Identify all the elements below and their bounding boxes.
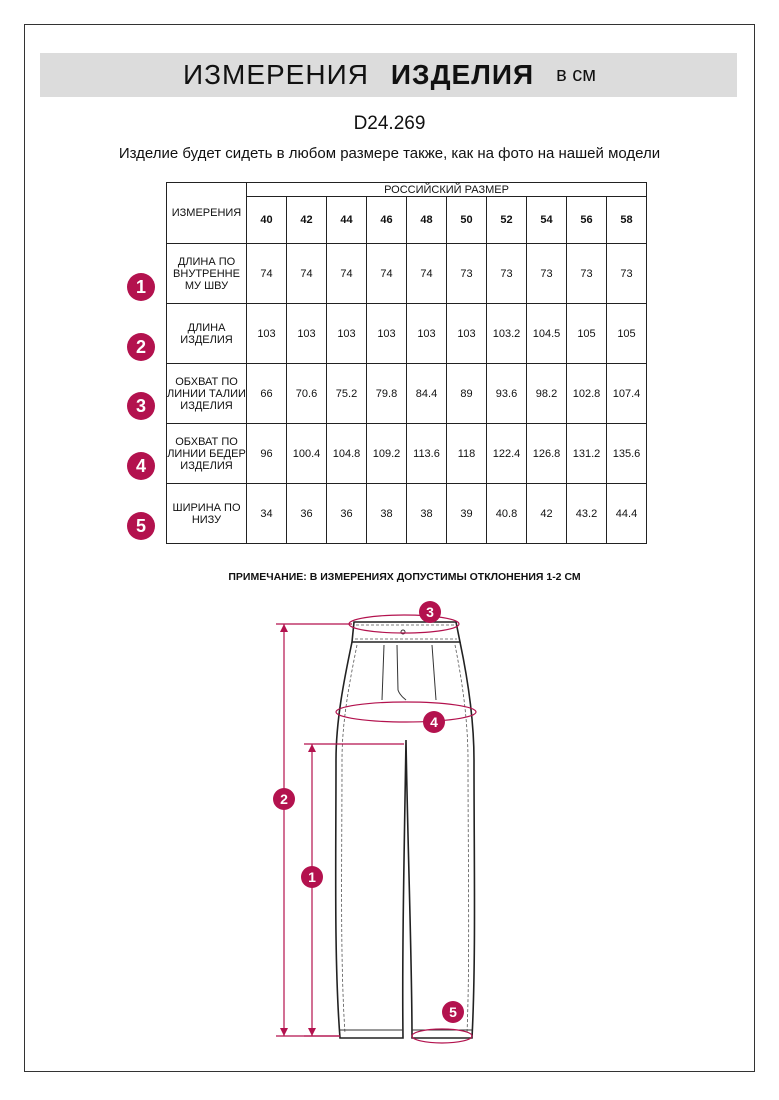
- row-number-badge: 5: [127, 512, 155, 540]
- product-code: D24.269: [353, 113, 426, 134]
- cell: 39: [447, 484, 487, 544]
- cell: 75.2: [327, 364, 367, 424]
- cell: 74: [367, 244, 407, 304]
- cell: 103: [367, 304, 407, 364]
- pants-details: [340, 630, 472, 1030]
- cell: 89: [447, 364, 487, 424]
- cell: 73: [527, 244, 567, 304]
- cell: 43.2: [567, 484, 607, 544]
- cell: 73: [487, 244, 527, 304]
- cell: 104.5: [527, 304, 567, 364]
- cell: 73: [447, 244, 487, 304]
- size-header: 50: [447, 197, 487, 244]
- marker-1: [301, 866, 323, 888]
- cell: 74: [287, 244, 327, 304]
- cell: 74: [327, 244, 367, 304]
- row-number-badge: 4: [127, 452, 155, 480]
- row-label: ОБХВАТ ПО ЛИНИИ ТАЛИИ ИЗДЕЛИЯ: [167, 364, 247, 424]
- title-part2: ИЗДЕЛИЯ: [390, 59, 535, 90]
- cell: 135.6: [607, 424, 647, 484]
- cell: 104.8: [327, 424, 367, 484]
- marker-2: [273, 788, 295, 810]
- measure-lines: [276, 615, 476, 1043]
- marker-5: [442, 1001, 464, 1023]
- corner-label: ИЗМЕРЕНИЯ: [167, 183, 247, 244]
- size-group-label: РОССИЙСКИЙ РАЗМЕР: [247, 183, 647, 197]
- size-header: 48: [407, 197, 447, 244]
- title-part1: ИЗМЕРЕНИЯ: [182, 59, 369, 90]
- svg-text:5: 5: [449, 1004, 457, 1020]
- cell: 131.2: [567, 424, 607, 484]
- cell: 79.8: [367, 364, 407, 424]
- row-label: ОБХВАТ ПО ЛИНИИ БЕДЕР ИЗДЕЛИЯ: [167, 424, 247, 484]
- cell: 107.4: [607, 364, 647, 424]
- fit-note: Изделие будет сидеть в любом размере также, как на фото на нашей модели: [118, 145, 661, 162]
- row-label: ШИРИНА ПО НИЗУ: [167, 484, 247, 544]
- cell: 70.6: [287, 364, 327, 424]
- cell: 73: [607, 244, 647, 304]
- cell: 105: [607, 304, 647, 364]
- size-header: 40: [247, 197, 287, 244]
- cell: 100.4: [287, 424, 327, 484]
- cell: 109.2: [367, 424, 407, 484]
- size-header: 58: [607, 197, 647, 244]
- svg-text:2: 2: [280, 791, 288, 807]
- title-unit: в см: [556, 63, 597, 86]
- cell: 103.2: [487, 304, 527, 364]
- size-header: 42: [287, 197, 327, 244]
- cell: 98.2: [527, 364, 567, 424]
- cell: 122.4: [487, 424, 527, 484]
- cell: 66: [247, 364, 287, 424]
- marker-3: [419, 601, 441, 623]
- cell: 93.6: [487, 364, 527, 424]
- cell: 84.4: [407, 364, 447, 424]
- cell: 74: [407, 244, 447, 304]
- cell: 103: [287, 304, 327, 364]
- tolerance-note: ПРИМЕЧАНИЕ: В ИЗМЕРЕНИЯХ ДОПУСТИМЫ ОТКЛОНЕНИЯ 1-2 СМ: [228, 571, 581, 583]
- size-header: 54: [527, 197, 567, 244]
- size-header: 44: [327, 197, 367, 244]
- size-header: 56: [567, 197, 607, 244]
- cell: 38: [367, 484, 407, 544]
- cell: 118: [447, 424, 487, 484]
- row-label: ДЛИНА ПО ВНУТРЕННЕ МУ ШВУ: [167, 244, 247, 304]
- svg-text:4: 4: [430, 714, 438, 730]
- cell: 103: [247, 304, 287, 364]
- cell: 105: [567, 304, 607, 364]
- cell: 42: [527, 484, 567, 544]
- size-header: 52: [487, 197, 527, 244]
- cell: 96: [247, 424, 287, 484]
- arrow-heads: [280, 624, 316, 1036]
- size-header: 46: [367, 197, 407, 244]
- cell: 40.8: [487, 484, 527, 544]
- row-label: ДЛИНА ИЗДЕЛИЯ: [167, 304, 247, 364]
- cell: 103: [407, 304, 447, 364]
- cell: 103: [327, 304, 367, 364]
- cell: 34: [247, 484, 287, 544]
- svg-text:3: 3: [426, 604, 434, 620]
- cell: 126.8: [527, 424, 567, 484]
- cell: 113.6: [407, 424, 447, 484]
- cell: 73: [567, 244, 607, 304]
- cell: 103: [447, 304, 487, 364]
- pants-outline: [336, 622, 475, 1038]
- marker-4: [423, 711, 445, 733]
- row-number-badge: 2: [127, 333, 155, 361]
- row-number-badge: 1: [127, 273, 155, 301]
- cell: 44.4: [607, 484, 647, 544]
- cell: 38: [407, 484, 447, 544]
- cell: 102.8: [567, 364, 607, 424]
- cell: 74: [247, 244, 287, 304]
- cell: 36: [327, 484, 367, 544]
- row-number-badge: 3: [127, 392, 155, 420]
- svg-text:1: 1: [308, 869, 316, 885]
- cell: 36: [287, 484, 327, 544]
